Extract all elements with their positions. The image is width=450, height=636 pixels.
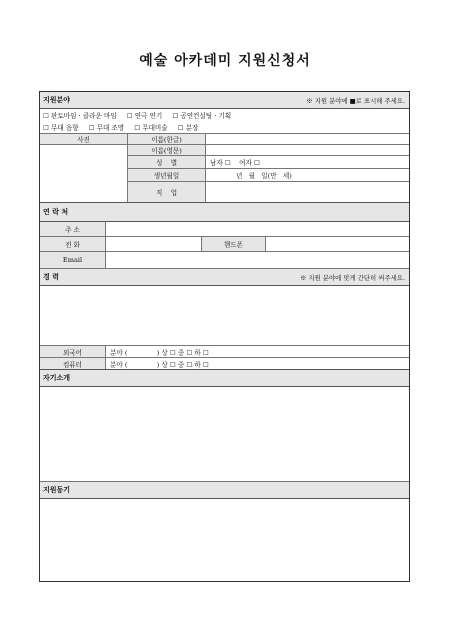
photo-box[interactable] (40, 134, 128, 202)
section-motive-header (40, 482, 409, 499)
section-field-header (40, 92, 409, 109)
label-phone: 전 화 (40, 237, 106, 251)
personal-labels (128, 134, 206, 202)
input-job[interactable] (206, 182, 409, 202)
input-name-ko[interactable] (206, 134, 409, 145)
career-textarea[interactable] (40, 286, 409, 346)
label-birth: 생년월일 (128, 169, 205, 182)
input-address[interactable] (106, 222, 409, 236)
input-email[interactable] (106, 252, 409, 268)
personal-info-block (40, 134, 409, 203)
section-contact-title: 연 락 처 (43, 207, 69, 216)
label-computer: 컴퓨터 (40, 358, 106, 369)
input-computer[interactable]: 분야 ( ) 상 ☐ 중 ☐ 하 ☐ (110, 360, 209, 369)
section-motive-title: 지원동기 (43, 485, 71, 494)
label-job: 직 업 (155, 189, 178, 197)
option-acting[interactable]: ☐ 연극 연기 (126, 112, 163, 120)
personal-values (206, 134, 409, 202)
option-art[interactable]: ☐ 무대미술 (134, 124, 168, 132)
contact-address-row (40, 222, 409, 237)
label-address: 주 소 (40, 222, 106, 236)
label-language: 외국어 (40, 346, 106, 357)
option-consulting[interactable]: ☐ 공연컨설팅 · 기획 (172, 112, 232, 120)
field-note: ※ 지원 분야에 ■로 표시해 주세요. (306, 96, 405, 105)
motive-textarea[interactable] (40, 499, 409, 581)
contact-phone-row (40, 237, 409, 252)
option-sound[interactable]: ☐ 무대 음향 (43, 124, 79, 132)
field-options-row-2 (40, 121, 409, 134)
field-options-row-1 (40, 109, 409, 121)
input-gender[interactable]: 남자 ☐ 여자 ☐ (206, 156, 409, 169)
label-name-ko: 이름(한글) (128, 134, 205, 145)
career-note: ※ 지원 분야에 맞게 간단히 써주세요. (299, 273, 405, 282)
intro-textarea[interactable] (40, 387, 409, 482)
label-mobile: 핸드폰 (202, 237, 266, 251)
label-email: Email (40, 252, 106, 268)
section-career-header (40, 269, 409, 286)
label-name-en: 이름(영문) (128, 145, 205, 156)
section-career-title: 경 력 (43, 272, 59, 281)
input-mobile[interactable] (266, 237, 409, 251)
section-field-title: 지원분야 (43, 95, 71, 104)
input-name-en[interactable] (206, 145, 409, 156)
input-birth[interactable]: 년 월 일(만 세) (206, 169, 409, 182)
input-language[interactable]: 분야 ( ) 상 ☐ 중 ☐ 하 ☐ (110, 348, 209, 357)
option-pantomime[interactable]: ☐ 판토마임 · 클라운 마임 (43, 112, 117, 120)
section-intro-title: 자기소개 (43, 373, 71, 382)
option-lighting[interactable]: ☐ 무대 조명 (88, 124, 125, 132)
label-gender: 성 별 (128, 156, 205, 169)
contact-email-row (40, 252, 409, 269)
language-row (40, 346, 409, 358)
section-intro-header (40, 370, 409, 387)
application-form (39, 91, 410, 582)
form-title: 예술 아카데미 지원신청서 (139, 53, 311, 69)
option-makeup[interactable]: ☐ 분장 (177, 124, 199, 132)
section-contact-header (40, 203, 409, 222)
input-phone[interactable] (106, 237, 202, 251)
photo-label: 사진 (40, 134, 127, 145)
computer-row (40, 358, 409, 370)
